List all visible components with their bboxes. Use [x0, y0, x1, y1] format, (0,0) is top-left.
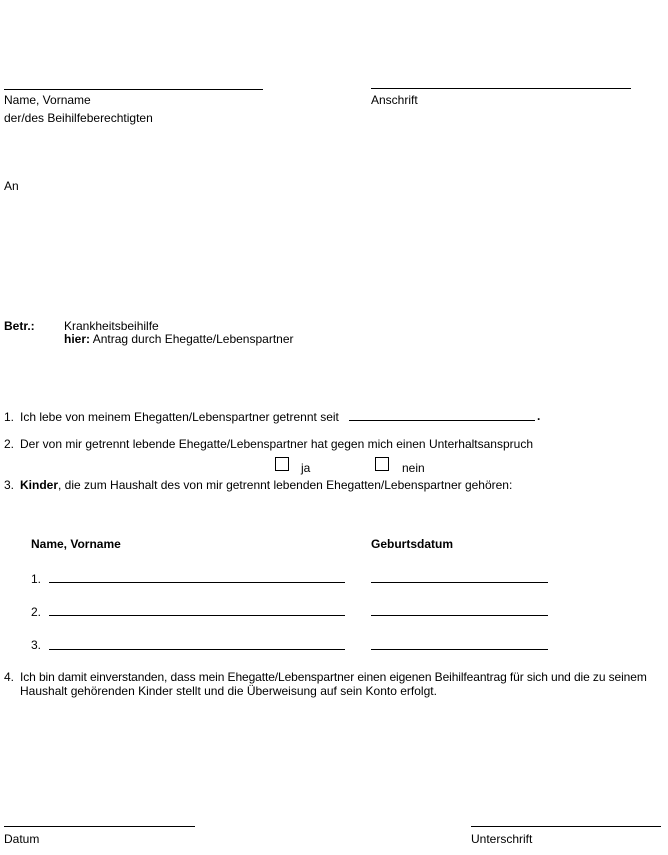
subject-line-2: hier: Antrag durch Ehegatte/Lebenspartner: [64, 332, 294, 346]
address-input-line[interactable]: [371, 88, 631, 89]
address-label: Anschrift: [371, 93, 418, 107]
signature-label: Unterschrift: [471, 832, 533, 846]
item-2-number: 2.: [4, 437, 15, 451]
no-label: nein: [402, 461, 425, 475]
no-checkbox[interactable]: [375, 457, 389, 471]
subject-label: Betr.:: [4, 319, 35, 333]
child-row-2-number: 2.: [31, 605, 42, 619]
child-row-1-number: 1.: [31, 572, 42, 586]
name-label: Name, Vorname: [4, 93, 91, 107]
child-1-birth-input-line[interactable]: [371, 582, 548, 583]
signature-input-line[interactable]: [471, 826, 661, 827]
item-4-text-line-1: Ich bin damit einverstanden, dass mein Ehegatte/Lebenspartner einen eigenen Beihilfeantrag für sich und die zu seinem: [20, 670, 647, 684]
item-4-number: 4.: [4, 670, 15, 684]
child-3-name-input-line[interactable]: [49, 649, 345, 650]
child-1-name-input-line[interactable]: [49, 582, 345, 583]
item-3-text: Kinder, die zum Haushalt des von mir getrennt lebenden Ehegatten/Lebenspartner gehören:: [20, 478, 513, 492]
child-2-name-input-line[interactable]: [49, 615, 345, 616]
item-4-text-line-2: Haushalt gehörenden Kinder stellt und die Überweisung auf sein Konto erfolgt.: [20, 684, 437, 698]
item-1-end: .: [537, 409, 541, 423]
item-3-number: 3.: [4, 478, 15, 492]
child-row-3-number: 3.: [31, 638, 42, 652]
item-2-text: Der von mir getrennt lebende Ehegatte/Lebenspartner hat gegen mich einen Unterhaltsanspruch: [20, 437, 533, 451]
date-input-line[interactable]: [4, 826, 195, 827]
separation-date-input-line[interactable]: [349, 420, 535, 421]
yes-label: ja: [301, 461, 311, 475]
item-1-number: 1.: [4, 410, 15, 424]
child-3-birth-input-line[interactable]: [371, 649, 548, 650]
children-birth-header: Geburtsdatum: [371, 537, 454, 551]
child-2-birth-input-line[interactable]: [371, 615, 548, 616]
yes-checkbox[interactable]: [275, 457, 289, 471]
subject-line-1: Krankheitsbeihilfe: [64, 319, 159, 333]
item-1-text: Ich lebe von meinem Ehegatten/Lebenspartner getrennt seit: [20, 410, 339, 424]
children-name-header: Name, Vorname: [31, 537, 121, 551]
recipient-label: An: [4, 179, 19, 193]
name-sublabel: der/des Beihilfeberechtigten: [4, 111, 153, 125]
name-input-line[interactable]: [4, 89, 263, 90]
date-label: Datum: [4, 832, 40, 846]
